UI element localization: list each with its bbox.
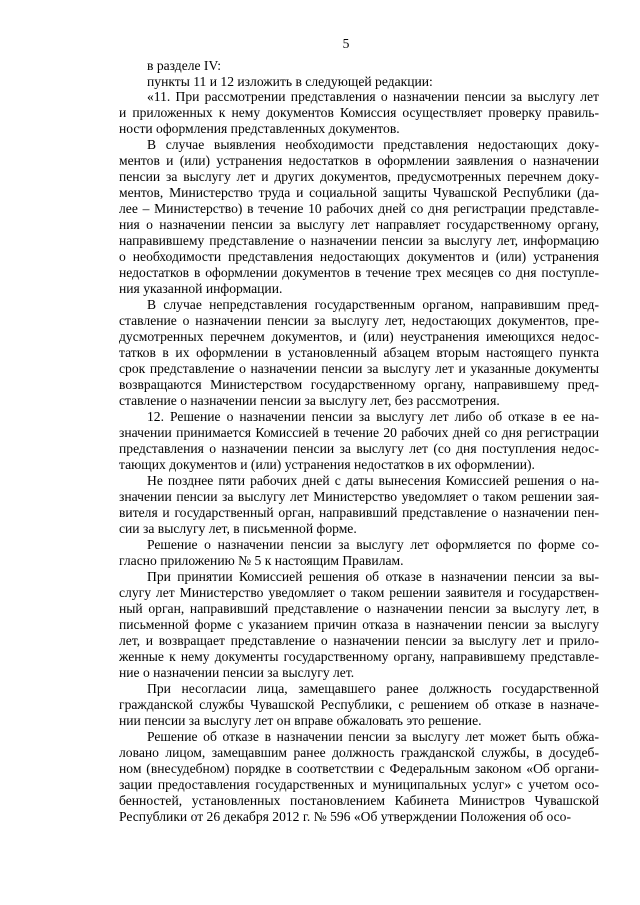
text-line: нии пенсии за выслугу лет он вправе обжаловать это решение. (119, 713, 482, 728)
text-line: При несогласии лица, замещавшего ранее должность государственной (147, 681, 599, 696)
text-line: срок представление о назначении пенсии за выслугу лет и указанные документы (119, 361, 599, 376)
text-line: ставление о назначении пенсии за выслугу лет, недостающих документов, пре- (119, 313, 599, 328)
text-line: При принятии Комиссией решения об отказе в назначении пенсии за вы- (147, 569, 599, 584)
text-line: дусмотренных перечнем документов, и (или) неустранения имеющихся недос- (119, 329, 599, 344)
text-line: Решение о назначении пенсии за выслугу лет оформляется по форме со- (147, 537, 599, 552)
text-line: лее – Министерство) в течение 10 рабочих дней со дня регистрации представле- (119, 201, 599, 216)
text-line: Решение об отказе в назначении пенсии за выслугу лет может быть обжа- (147, 729, 599, 744)
text-line: татков в их оформлении в установленный абзацем вторым настоящего пункта (119, 345, 599, 360)
amendment-intro-line: пункты 11 и 12 изложить в следующей редакции: (147, 74, 433, 89)
text-line: о необходимости представления недостающих документов и (или) устранения (119, 249, 599, 264)
text-line: бенностей, установленных постановлением Кабинета Министров Чувашской (119, 793, 599, 808)
page-number: 5 (342, 36, 350, 51)
text-line: письменной форме с указанием причин отказа в назначении пенсии за выслугу (119, 617, 599, 632)
text-line: значении пенсии за выслугу лет Министерство уведомляет о таком решении зая- (119, 489, 599, 504)
text-line: лет, и возвращает представление о назначении пенсии за выслугу лет и прило- (119, 633, 599, 648)
text-line: ментов, Министерство труда и социальной защиты Чувашской Республики (да- (119, 185, 599, 200)
text-line: «11. При рассмотрении представления о назначении пенсии за выслугу лет (147, 89, 599, 104)
text-line: пенсии за выслугу лет и других документов, предусмотренных перечнем доку- (119, 169, 599, 184)
text-line: тающих документов и (или) устранения недостатков в их оформлении). (119, 457, 535, 472)
text-line: гражданской службы Чувашской Республики, с решением об отказе в назначе- (119, 697, 599, 712)
text-line: и приложенных к нему документов Комиссия осуществляет проверку правиль- (119, 105, 599, 120)
text-line: ном (внесудебном) порядке в соответствии с Федеральным законом «Об органи- (119, 761, 599, 776)
text-line: 12. Решение о назначении пенсии за выслугу лет либо об отказе в ее на- (147, 409, 599, 424)
text-line: сии за выслугу лет, в письменной форме. (119, 521, 357, 536)
text-line: ный орган, направивший представление о назначении пенсии за выслугу лет, в (119, 601, 599, 616)
text-line: ния указанной информации. (119, 281, 283, 296)
text-line: гласно приложению № 5 к настоящим Правилам. (119, 553, 404, 568)
text-line: зации предоставления государственных и муниципальных услуг» с учетом осо- (119, 777, 599, 792)
text-line: ния о назначении пенсии за выслугу лет направляет государственному органу, (119, 217, 599, 232)
text-line: недостатков в оформлении документов в течение трех месяцев со дня поступле- (119, 265, 599, 280)
text-line: значении принимается Комиссией в течение 20 рабочих дней со дня регистрации (119, 425, 599, 440)
text-line: Республики от 26 декабря 2012 г. № 596 «Об утверждении Положения об осо- (119, 809, 571, 824)
text-line: Не позднее пяти рабочих дней с даты вынесения Комиссией решения о на- (147, 473, 599, 488)
text-line: вителя и государственный орган, направивший представление о назначении пен- (119, 505, 599, 520)
text-line: направившему представление о назначении пенсии за выслугу лет, информацию (119, 233, 599, 248)
text-line: представления о назначении пенсии за выслугу лет (со дня поступления недос- (119, 441, 599, 456)
section-heading-line: в разделе IV: (147, 58, 222, 73)
text-line: слугу лет Министерство уведомляет о таком решении заявителя и государствен- (119, 585, 599, 600)
text-line: женные к нему документы государственному органу, направившему представле- (119, 649, 599, 664)
text-line: ловано лицом, замещавшим ранее должность гражданской службы, в досудеб- (119, 745, 599, 760)
text-line: В случае выявления необходимости представления недостающих доку- (147, 137, 599, 152)
text-line: ментов и (или) устранения недостатков в оформлении заявления о назначении (119, 153, 599, 168)
text-line: В случае непредставления государственным органом, направившим пред- (147, 297, 599, 312)
text-line: ставление о назначении пенсии за выслугу лет, без рассмотрения. (119, 393, 500, 408)
text-line: возвращаются Министерством государственному органу, направившему пред- (119, 377, 599, 392)
text-line: ности оформления представленных документов. (119, 121, 400, 136)
text-line: ние о назначении пенсии за выслугу лет. (119, 665, 355, 680)
